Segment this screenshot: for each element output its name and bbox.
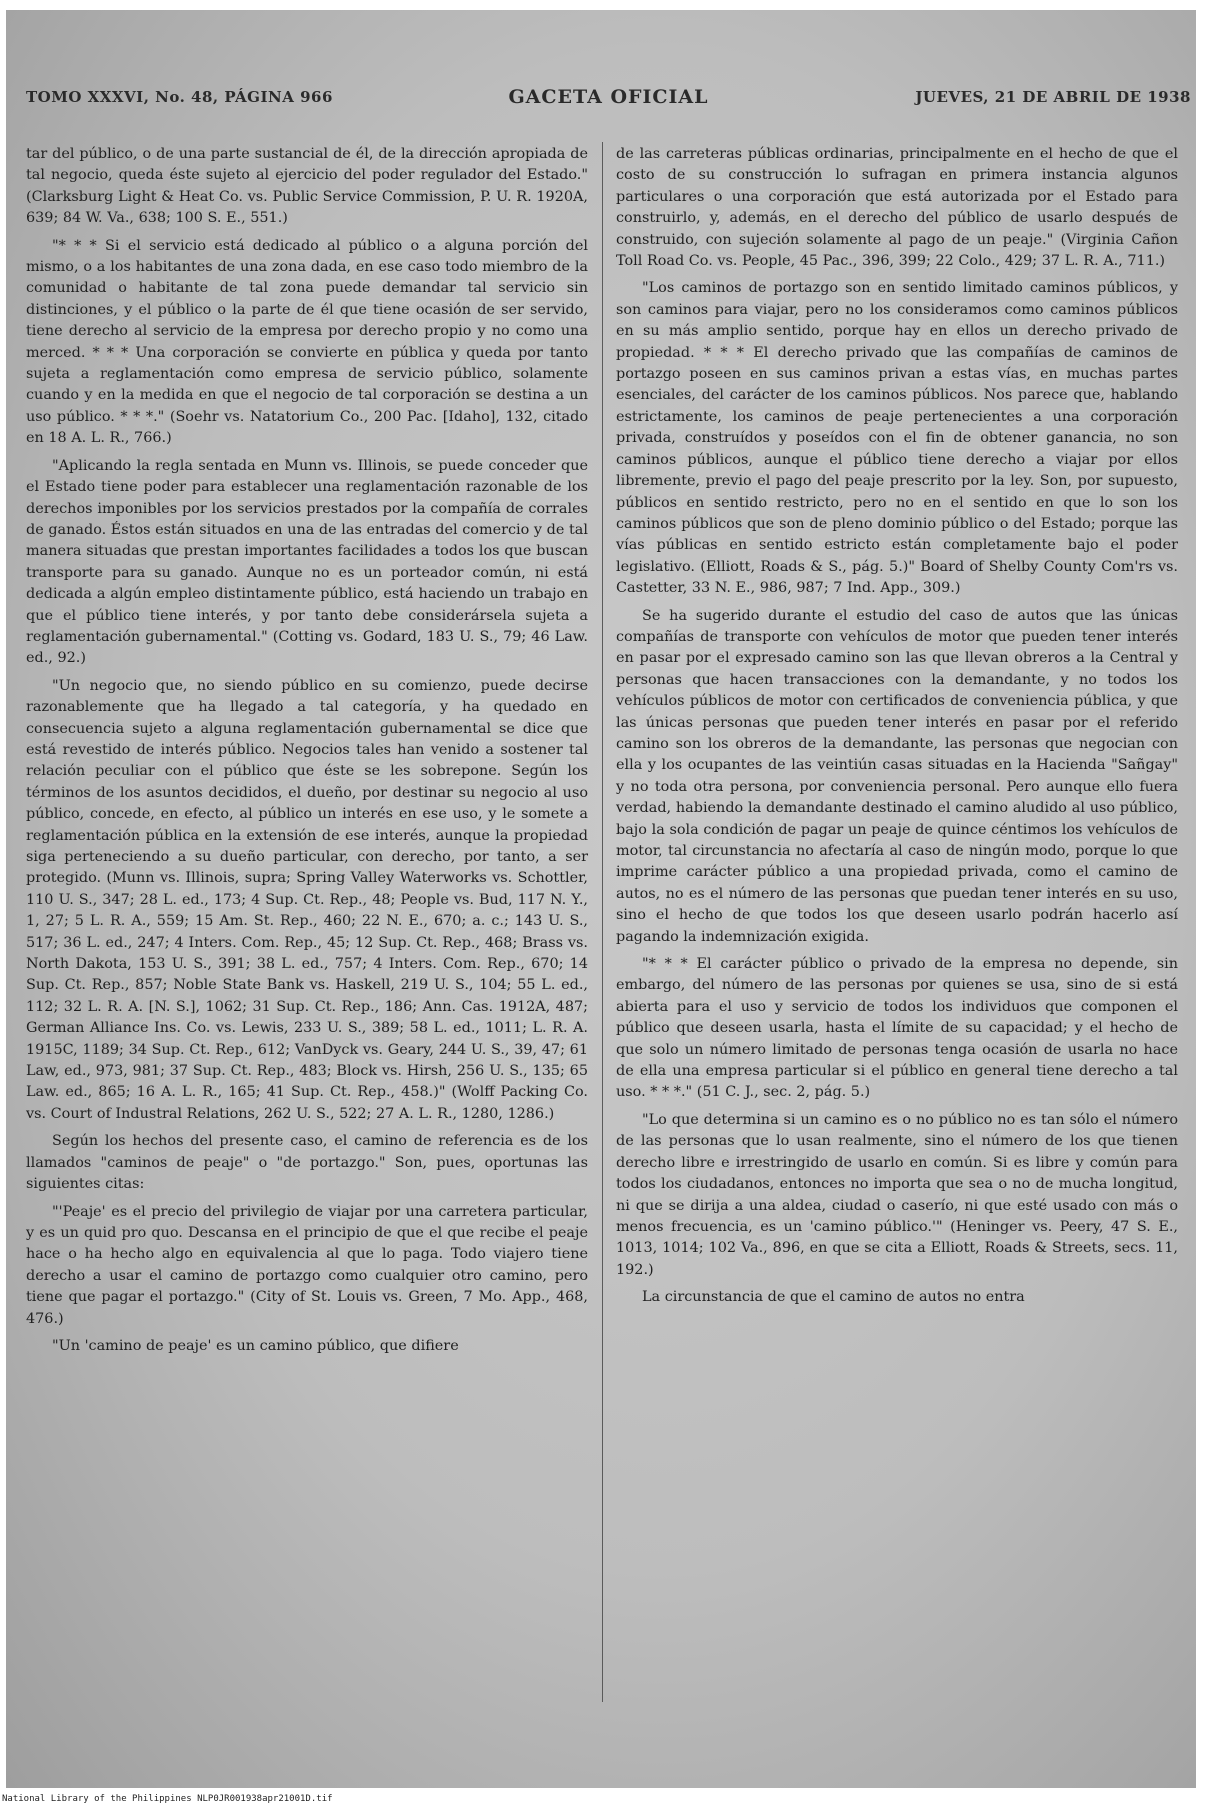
paragraph: "Los caminos de portazgo son en sentido limitado caminos públicos, y son caminos para viajar, pero no los consideramos como caminos públicos en su más amplio sentido, porque hay en ellos un derecho privado de propiedad. * * * El derecho privado que las compañías de caminos de portazgo poseen en sus caminos privan a estas vías, en muchas partes esenciales, del carácter de los caminos públicos. Nos parece que, hablando estrictamente, los caminos de peaje pertenecientes a una corporación privada, construídos y poseídos con el fin de obtener ganancia, no son caminos públicos, aunque el público tiene derecho a viajar por ellos libremente, previo el pago del peaje prescrito por la ley. Son, por supuesto, públicos en sentido restricto, pero no en el sentido en que lo son los caminos públicos que son de pleno dominio público o del Estado; porque las vías públicas en sentido estricto están completamente bajo el poder legislativo. (Elliott, Roads & S., pág. 5.)" Board of Shelby County Com'rs vs. Castetter, 33 N. E., 986, 987; 7 Ind. App., 309.) xyxy=(616,280,1178,597)
paragraph: de las carreteras públicas ordinarias, principalmente en el hecho de que el costo de su construcción lo sufragan en primera instancia algunos particulares o una corporación que está autorizada por el Estado para construirlo, y, además, en el derecho del público de usarlo después de construido, con sujeción solamente al pago de un peaje." (Virginia Cañon Toll Road Co. vs. People, 45 Pac., 396, 399; 22 Colo., 429; 37 L. R. A., 711.) xyxy=(616,146,1178,270)
paragraph: tar del público, o de una parte sustancial de él, de la dirección apropiada de tal negocio, queda éste sujeto al ejercicio del poder regulador del Estado." (Clarksburg Light & Heat Co. vs. Public Service Commission, P. U. R. 1920A, 639; 84 W. Va., 638; 100 S. E., 551.) xyxy=(26,146,588,227)
paragraph: "'Peaje' es el precio del privilegio de viajar por una carretera particular, y es un quid pro quo. Descansa en el principio de que el que recibe el peaje hace o ha hecho algo en equivalencia al que lo paga. Todo viajero tiene derecho a usar el camino de portazgo como cualquier otro camino, pero tiene que pagar el portazgo." (City of St. Louis vs. Green, 7 Mo. App., 468, 476.) xyxy=(26,1203,588,1327)
header-title: GACETA OFICIAL xyxy=(508,86,709,108)
paragraph: "* * * El carácter público o privado de la empresa no depende, sin embargo, del número de las personas por quienes se usa, sino de si está abierta para el uso y servicio de todos los individuos que componen el público que deseen usarla, hasta el límite de su capacidad; y el hecho de que solo un número limitado de personas tenga ocasión de usarla no hace de ella una empresa particular si el público en general tiene derecho a tal uso. * * *." (51 C. J., sec. 2, pág. 5.) xyxy=(616,956,1178,1101)
paragraph: La circunstancia de que el camino de autos no entra xyxy=(642,1289,1025,1306)
header-volume-page: TOMO XXXVI, No. 48, PÁGINA 966 xyxy=(26,88,333,106)
paragraph: "Aplicando la regla sentada en Munn vs. Illinois, se puede conceder que el Estado tiene poder para establecer una reglamentación razonable de los derechos imponibles por los servicios prestados por la compañía de corrales de ganado. Éstos están situados en una de las entradas del comercio y de tal manera situadas que prestan importantes facilidades a todos los que buscan transporte para su ganado. Aunque no es un porteador común, ni está dedicada a algún empleo distintamente público, está haciendo un trabajo en que el público tiene interés, y por tanto debe considerársela sujeta a reglamentación gubernamental." (Cotting vs. Godard, 183 U. S., 79; 46 Law. ed., 92.) xyxy=(26,457,588,667)
paragraph: "* * * Si el servicio está dedicado al público o a alguna porción del mismo, o a los habitantes de una zona dada, en ese caso todo miembro de la comunidad o habitante de tal zona puede demandar tal servicio sin distinciones, y el público o la parte de él que tiene ocasión de ser servido, tiene derecho al servicio de la empresa por derecho propio y no como una merced. * * * Una corporación se convierte en pública y queda por tanto sujeta a reglamentación como empresa de servicio público, solamente cuando y en la medida en que el negocio de tal corporación se destina a un uso público. * * *." (Soehr vs. Natatorium Co., 200 Pac. [Idaho], 132, citado en 18 A. L. R., 766.) xyxy=(26,237,588,447)
column-divider xyxy=(602,142,603,1702)
paragraph: "Un negocio que, no siendo público en su comienzo, puede decirse razonablemente que ha llegado a tal categoría, y ha quedado en consecuencia sujeto a alguna reglamentación gubernamental se dice que está revestido de interés público. Negocios tales han venido a sostener tal relación peculiar con el público que éste se les sobrepone. Según los términos de los asuntos decididos, el dueño, por destinar su negocio al uso público, concede, en efecto, al público un interés en ese uso, y le somete a reglamentación pública en la extensión de ese interés, aunque la propiedad siga perteneciendo a su dueño particular, con derecho, por tanto, a ser protegido. (Munn vs. Illinois, supra; Spring Valley Waterworks vs. Schottler, 110 U. S., 347; 28 L. ed., 173; 4 Sup. Ct. Rep., 48; People vs. Bud, 117 N. Y., 1, 27; 5 L. R. A., 559; 15 Am. St. Rep., 460; 22 N. E., 670; a. c.; 143 U. S., 517; 36 L. ed., 247; 4 Inters. Com. Rep., 45; 12 Sup. Ct. Rep., 468; Brass vs. North Dakota, 153 U. S., 391; 38 L. ed., 757; 4 Inters. Com. Rep., 670; 14 Sup. Ct. Rep., 857; Noble State Bank vs. Haskell, 219 U. S., 104; 55 L. ed., 112; 32 L. R. A. [N. S.], 1062; 31 Sup. Ct. Rep., 186; Ann. Cas. 1912A, 487; German Alliance Ins. Co. vs. Lewis, 233 U. S., 389; 58 L. ed., 1011; L. R. A. 1915C, 1189; 34 Sup. Ct. Rep., 612; VanDyck vs. Geary, 244 U. S., 39, 47; 61 Law, ed., 973, 981; 37 Sup. Ct. Rep., 483; Block vs. Hirsh, 256 U. S., 135; 65 Law. ed., 865; 16 A. L. R., 165; 41 Sup. Ct. Rep., 458.)" (Wolff Packing Co. vs. Court of Industral Relations, 262 U. S., 522; 27 A. L. R., 1280, 1286.) xyxy=(26,677,588,1122)
paragraph: "Un 'camino de peaje' es un camino público, que difiere xyxy=(52,1337,459,1354)
left-column xyxy=(26,144,588,1363)
paragraph: "Lo que determina si un camino es o no público no es tan sólo el número de las personas que lo usan realmente, sino el número de los que tienen derecho libre e irrestringido de usarlo en común. Si es libre y común para todos los ciudadanos, entonces no importa que sea o no de mucha longitud, ni que se dirija a una aldea, ciudad o caserío, ni que esté usado con más o menos frecuencia, es un 'camino público.'" (Heninger vs. Peery, 47 S. E., 1013, 1014; 102 Va., 896, en que se cita a Elliott, Roads & Streets, secs. 11, 192.) xyxy=(616,1111,1178,1278)
paragraph: Se ha sugerido durante el estudio del caso de autos que las únicas compañías de transporte con vehículos de motor que pueden tener interés en pasar por el expresado camino son las que llevan obreros a la Central y personas que hacen transacciones con la demandante, y no todos los vehículos públicos de motor con certificados de conveniencia pública, y que las únicas personas que pueden tener interés en pasar por el referido camino son los obreros de la demandante, las personas que negocian con ella y los ocupantes de las veintiún casas situadas en la Hacienda "Sañgay" y no toda otra persona, por conveniencia personal. Pero aunque ello fuera verdad, habiendo la demandante destinado el camino aludido al uso público, bajo la sola condición de pagar un peaje de quince céntimos los vehículos de motor, tal circunstancia no afectaría al caso de ningún modo, porque lo que imprime carácter público a una propiedad privada, como el camino de autos, no es el número de las personas que puedan tener interés en su uso, sino el hecho de que todos los que deseen usarlo podrán hacerlo así pagando la indemnización exigida. xyxy=(616,607,1178,945)
header-date: JUEVES, 21 DE ABRIL DE 1938 xyxy=(915,88,1191,106)
paragraph: Según los hechos del presente caso, el camino de referencia es de los llamados "caminos de peaje" o "de portazgo." Son, pues, oportunas las siguientes citas: xyxy=(26,1133,588,1193)
scan-footer: National Library of the Philippines NLP0JR001938apr21001D.tif xyxy=(2,1794,333,1804)
scanned-page xyxy=(6,10,1196,1788)
right-column xyxy=(616,144,1178,1315)
page-header xyxy=(26,76,1191,116)
